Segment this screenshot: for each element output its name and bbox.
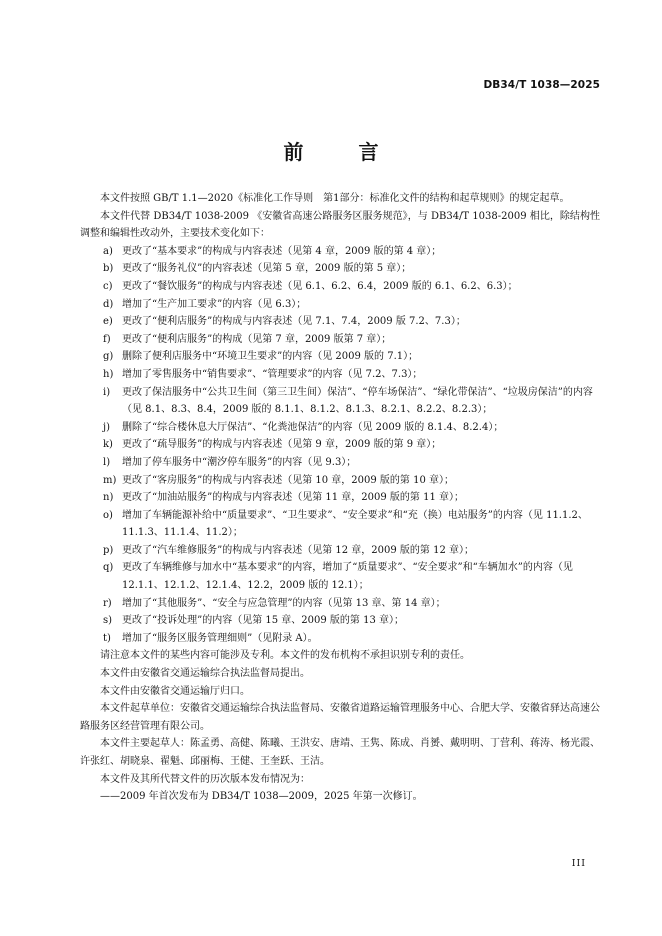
- document-code: DB34/T 1038—2025: [483, 79, 600, 91]
- list-item-label: h): [103, 368, 114, 380]
- patent-notice: 请注意本文件的某些内容可能涉及专利。本文件的发布机构不承担识别专利的责任。: [100, 650, 470, 662]
- list-item-label: e): [103, 316, 113, 328]
- list-item-text: 更改了车辆维修与加水中“基本要求”的内容，增加了“质量要求”、“安全要求”和“车辆加水”的内容（见 12.1.1、12.1.2、12.1.4、12.2，2009 版的 12.1）；: [122, 562, 573, 592]
- list-item-text: 更改了保洁服务中“公共卫生间（第三卫生间）保洁”、“停车场保洁”、“绿化带保洁”、“垃圾房保洁”的内容（见 8.1、8.3、8.4，2009 版的 8.1.1、8.1.2、8.1.3、8.2.1、8.2.2、8.2.3）；: [122, 386, 593, 416]
- drafters: 本文件主要起草人：陈孟勇、高健、陈曦、王洪安、唐靖、王隽、陈成、肖赟、戴明明、丁营利、蒋涛、杨光霞、许张红、胡晓泉、翟魁、邱丽梅、王健、王奎跃、王洁。: [80, 738, 600, 767]
- list-item-text: 更改了“疏导服务”的构成与内容表述（见第 9 章，2009 版的第 9 章）；: [122, 439, 442, 451]
- list-item-label: j): [103, 421, 111, 433]
- list-item: [80, 559, 600, 594]
- list-item: [80, 542, 600, 560]
- list-item-label: t): [103, 632, 111, 644]
- list-item-label: n): [103, 492, 114, 504]
- list-item: [80, 595, 600, 613]
- list-item: [80, 331, 600, 349]
- intro-paragraph: 本文件按照 GB/T 1.1—2020《标准化工作导则 第1部分：标准化文件的结构和起草规则》的规定起草。: [100, 193, 570, 204]
- list-item: [80, 436, 600, 454]
- list-item-label: o): [103, 509, 113, 521]
- list-item-label: p): [103, 544, 114, 556]
- list-item-text: 更改了“餐饮服务”的构成与内容表述（见 6.1、6.2、6.4，2009 版的 6.1、6.2、6.3）；: [122, 280, 518, 292]
- list-item: [80, 348, 600, 366]
- list-item-label: q): [103, 562, 114, 574]
- list-item: [80, 243, 600, 261]
- history-heading: 本文件及其所代替文件的历次版本发布情况为：: [100, 773, 310, 785]
- document-body: [80, 190, 600, 806]
- list-item-label: g): [103, 351, 114, 363]
- list-item: [80, 384, 600, 419]
- list-item: [80, 260, 600, 278]
- list-item-label: i): [103, 386, 111, 398]
- list-item: [80, 454, 600, 472]
- page-number: III: [571, 858, 586, 869]
- list-item-text: 删除了便利店服务中“环境卫生要求”的内容（见 2009 版的 7.1）；: [122, 351, 419, 363]
- proposer-statement: 本文件由安徽省交通运输综合执法监督局提出。: [100, 668, 310, 680]
- list-item-text: 增加了零售服务中“销售要求”、“管理要求”的内容（见 7.2、7.3）；: [122, 368, 423, 380]
- change-list: [80, 243, 600, 648]
- list-item-text: 更改了“汽车维修服务”的构成与内容表述（见第 12 章，2009 版的第 12 章）；: [122, 544, 475, 556]
- list-item-text: 更改了“基本要求”的构成与内容表述（见第 4 章，2009 版的第 4 章）；: [122, 245, 442, 257]
- list-item-label: a): [103, 245, 113, 257]
- list-item-label: b): [103, 263, 114, 275]
- list-item: [80, 313, 600, 331]
- list-item-text: 增加了停车服务中“潮汐停车服务”的内容（见 9.3）；: [122, 456, 357, 468]
- administrator-statement: 本文件由安徽省交通运输厅归口。: [100, 685, 250, 697]
- list-item-text: 更改了“便利店服务”的构成（见第 7 章，2009 版第 7 章）；: [122, 333, 392, 345]
- list-item-text: 增加了“服务区服务管理细则”（见附录 A）。: [122, 632, 318, 644]
- history-entry: ——2009 年首次发布为 DB34/T 1038—2009，2025 年第一次修订。: [100, 791, 423, 803]
- list-item-label: s): [103, 615, 113, 627]
- list-item-text: 增加了“生产加工要求”的内容（见 6.3）；: [122, 298, 307, 310]
- list-item-label: m): [103, 474, 117, 486]
- list-item-label: l): [103, 456, 111, 468]
- list-item-text: 增加了“其他服务”、“安全与应急管理”的内容（见第 13 章、第 14 章）；: [122, 597, 446, 609]
- drafting-units: 本文件起草单位：安徽省交通运输综合执法监督局、安徽省道路运输管理服务中心、合肥大学、安徽省驿达高速公路服务区经营管理有限公司。: [80, 703, 600, 732]
- list-item-label: d): [103, 298, 114, 310]
- list-item-text: 更改了“加油站服务”的构成与内容表述（见第 11 章，2009 版的第 11 章）；: [122, 492, 465, 504]
- list-item-text: 更改了“客房服务”的构成与内容表述（见第 10 章，2009 版的第 10 章）；: [122, 474, 455, 486]
- list-item-text: 更改了“服务礼仪”的内容表述（见第 5 章，2009 版的第 5 章）；: [122, 263, 412, 275]
- list-item: [80, 612, 600, 630]
- list-item-text: 更改了“投诉处理”的内容（见第 15 章、2009 版的第 13 章）；: [122, 615, 405, 627]
- list-item: [80, 419, 600, 437]
- page-title: 前 言: [283, 140, 403, 164]
- list-item: [80, 296, 600, 314]
- list-item: [80, 278, 600, 296]
- list-item-label: c): [103, 280, 113, 292]
- list-item: [80, 489, 600, 507]
- list-item-label: f): [103, 333, 111, 345]
- list-item: [80, 630, 600, 648]
- list-item: [80, 366, 600, 384]
- list-item-text: 删除了“综合楼休息大厅保洁”、“化粪池保洁”的内容（见 2009 版的 8.1.4、8.2.4）；: [122, 421, 504, 433]
- list-item-label: k): [103, 439, 113, 451]
- list-item: [80, 472, 600, 490]
- list-item-text: 更改了“便利店服务”的构成与内容表述（见 7.1、7.4，2009 版 7.2、7.3）；: [122, 316, 466, 328]
- list-item: [80, 507, 600, 542]
- intro-paragraph: 本文件代替 DB34/T 1038-2009 《安徽省高速公路服务区服务规范》，与 DB34/T 1038-2009 相比，除结构性调整和编辑性改动外，主要技术变化如下：: [80, 210, 600, 240]
- list-item-label: r): [103, 597, 112, 609]
- list-item-text: 增加了车辆能源补给中“质量要求”、“卫生要求”、“安全要求”和“充（换）电站服务”的内容（见 11.1.2、11.1.3、11.1.4、11.2）；: [122, 509, 588, 539]
